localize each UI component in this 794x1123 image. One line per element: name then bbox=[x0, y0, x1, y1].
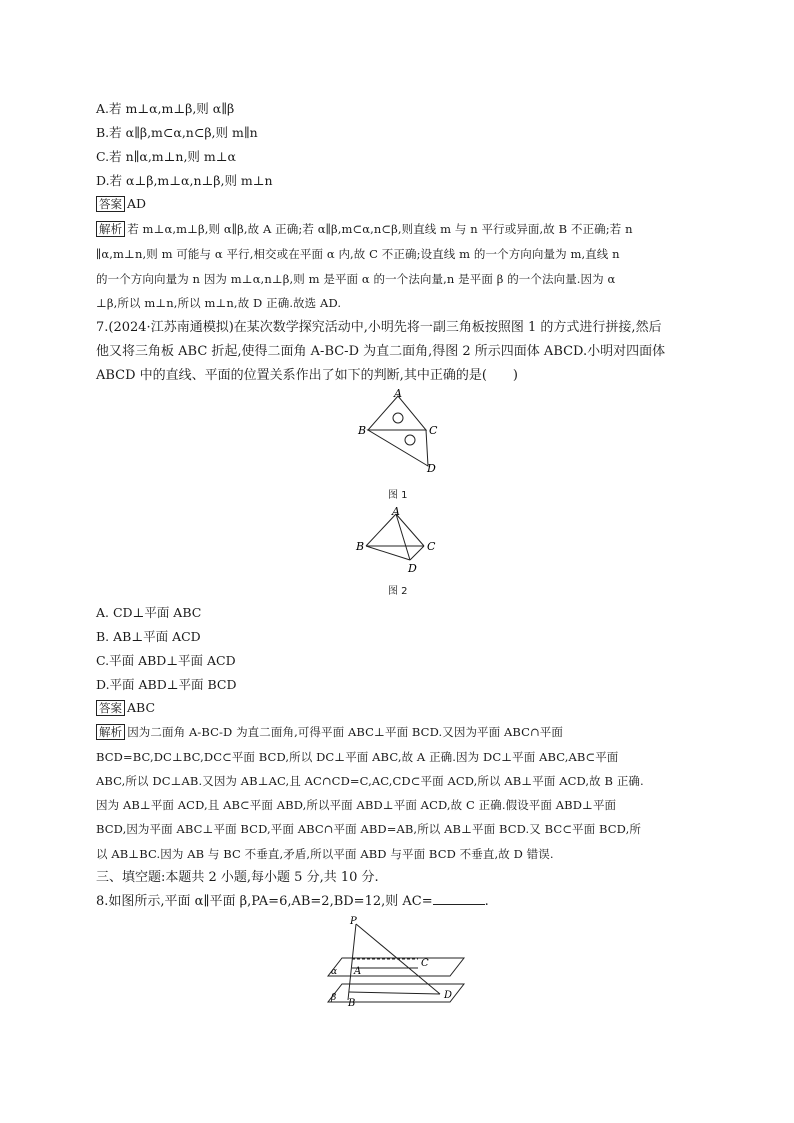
q7-option-b: B. AB⊥平面 ACD bbox=[96, 629, 201, 644]
q8-label-beta: β bbox=[331, 993, 337, 1003]
fig1-triangle-bcd bbox=[368, 430, 428, 466]
q6-option-b: B.若 α∥β,m⊂α,n⊂β,则 m∥n bbox=[96, 125, 258, 140]
q6-analysis-line-1 bbox=[96, 221, 700, 237]
fig2-label-b: B bbox=[356, 540, 365, 553]
answer-tag: 答案 bbox=[96, 196, 125, 212]
fig2-edge-bd bbox=[366, 546, 410, 560]
q8-label-a: A bbox=[354, 966, 362, 977]
fig1-label-c: C bbox=[429, 424, 438, 437]
q7-fig2-caption: 图 2 bbox=[388, 586, 408, 597]
q6-analysis-line-3: 的一个方向向量为 n 因为 m⊥α,n⊥β,则 m 是平面 α 的一个法向量,n 是平面 β 的一个法向量.因为 α bbox=[96, 272, 616, 286]
answer-tag: 答案 bbox=[96, 700, 125, 716]
q7-answer-row bbox=[96, 700, 700, 716]
analysis-tag: 解析 bbox=[96, 221, 125, 237]
q6-option-d: D.若 α⊥β,m⊥α,n⊥β,则 m⊥n bbox=[96, 173, 273, 188]
q8-label-c: C bbox=[421, 958, 429, 969]
fig1-label-b: B bbox=[358, 424, 367, 437]
q7-stem-line-1: 7.(2024·江苏南通模拟)在某次数学探究活动中,小明先将一副三角板按照图 1 的方式进行拼接,然后 bbox=[96, 320, 662, 335]
q8-figure bbox=[322, 914, 472, 1010]
fig2-label-d: D bbox=[408, 562, 417, 575]
section-3-heading: 三、填空题:本题共 2 小题,每小题 5 分,共 10 分. bbox=[96, 870, 379, 885]
q7-option-c: C.平面 ABD⊥平面 ACD bbox=[96, 653, 236, 668]
q7-option-d: D.平面 ABD⊥平面 BCD bbox=[96, 677, 237, 692]
line-bd bbox=[349, 992, 440, 994]
q6-option-a: A.若 m⊥α,m⊥β,则 α∥β bbox=[96, 101, 235, 116]
q7-analysis-line-6: 以 AB⊥BC.因为 AB 与 BC 不垂直,矛盾,所以平面 ABD 与平面 BCD 不垂直,故 D 错误. bbox=[96, 847, 554, 861]
q6-analysis-line-2: ∥α,m⊥n,则 m 可能与 α 平行,相交或在平面 α 内,故 C 不正确;设直线 m 的一个方向向量为 m,直线 n bbox=[96, 247, 620, 261]
q7-analysis-line-4: 因为 AB⊥平面 ACD,且 AB⊂平面 ABD,所以平面 ABD⊥平面 ACD,故 C 正确.假设平面 ABD⊥平面 bbox=[96, 798, 617, 812]
q7-analysis-line-1 bbox=[96, 724, 700, 740]
q8-answer-blank[interactable] bbox=[433, 894, 485, 905]
fig2-edge-cd bbox=[410, 546, 424, 560]
q8-label-alpha: α bbox=[331, 967, 338, 977]
q6-option-c: C.若 n∥α,m⊥n,则 m⊥α bbox=[96, 149, 236, 164]
fig2-edge-ad bbox=[396, 514, 410, 560]
plane-alpha bbox=[328, 958, 464, 976]
fig2-edge-ab bbox=[366, 514, 396, 546]
analysis-tag: 解析 bbox=[96, 724, 125, 740]
fig1-label-a: A bbox=[394, 388, 402, 400]
q6-analysis-line-4: ⊥β,所以 m⊥n,所以 m⊥n,故 D 正确.故选 AD. bbox=[96, 296, 342, 310]
q7-figure-2 bbox=[350, 504, 450, 576]
q8-stem-text: 8.如图所示,平面 α∥平面 β,PA=6,AB=2,BD=12,则 AC= bbox=[96, 894, 433, 909]
q7-option-a: A. CD⊥平面 ABC bbox=[96, 605, 202, 620]
fig2-edge-ac bbox=[396, 514, 424, 546]
q7-stem-line-2: 他又将三角板 ABC 折起,使得二面角 A-BC-D 为直二面角,得图 2 所示四面体 ABCD.小明对四面体 bbox=[96, 344, 666, 359]
q7-analysis-text-1: 因为二面角 A-BC-D 为直二面角,可得平面 ABC⊥平面 BCD.又因为平面 ABC∩平面 bbox=[127, 725, 564, 739]
q7-analysis-line-2: BCD=BC,DC⊥BC,DC⊂平面 BCD,所以 DC⊥平面 ABC,故 A 正确.因为 DC⊥平面 ABC,AB⊂平面 bbox=[96, 750, 619, 764]
q8-stem-end: . bbox=[484, 894, 489, 909]
q8-label-d: D bbox=[444, 990, 453, 1001]
fig1-label-d: D bbox=[427, 462, 436, 475]
q7-figure-1 bbox=[350, 388, 450, 476]
q8-stem bbox=[96, 894, 700, 910]
fig2-label-a: A bbox=[392, 505, 400, 518]
q6-answer: AD bbox=[127, 196, 147, 211]
q7-analysis-line-3: ABC,所以 DC⊥AB.又因为 AB⊥AC,且 AC∩CD=C,AC,CD⊂平面 ACD,所以 AB⊥平面 ACD,故 B 正确. bbox=[96, 774, 644, 788]
q7-answer: ABC bbox=[127, 700, 156, 715]
q8-label-b: B bbox=[348, 998, 356, 1009]
q6-answer-row bbox=[96, 196, 700, 212]
q6-analysis-text-1: 若 m⊥α,m⊥β,则 α∥β,故 A 正确;若 α∥β,m⊂α,n⊂β,则直线 m 与 n 平行或异面,故 B 不正确;若 n bbox=[127, 222, 633, 236]
q7-fig1-caption: 图 1 bbox=[388, 490, 408, 501]
q7-analysis-line-5: BCD,因为平面 ABC⊥平面 BCD,平面 ABC∩平面 ABD=AB,所以 AB⊥平面 BCD.又 BC⊂平面 BCD,所 bbox=[96, 822, 641, 836]
fig2-label-c: C bbox=[427, 540, 436, 553]
fig1-hole-2 bbox=[405, 435, 415, 445]
fig1-hole-1 bbox=[393, 413, 403, 423]
q8-label-p: P bbox=[350, 916, 357, 927]
line-pb bbox=[348, 924, 356, 1000]
q7-stem-line-3: ABCD 中的直线、平面的位置关系作出了如下的判断,其中正确的是( ) bbox=[96, 368, 518, 383]
